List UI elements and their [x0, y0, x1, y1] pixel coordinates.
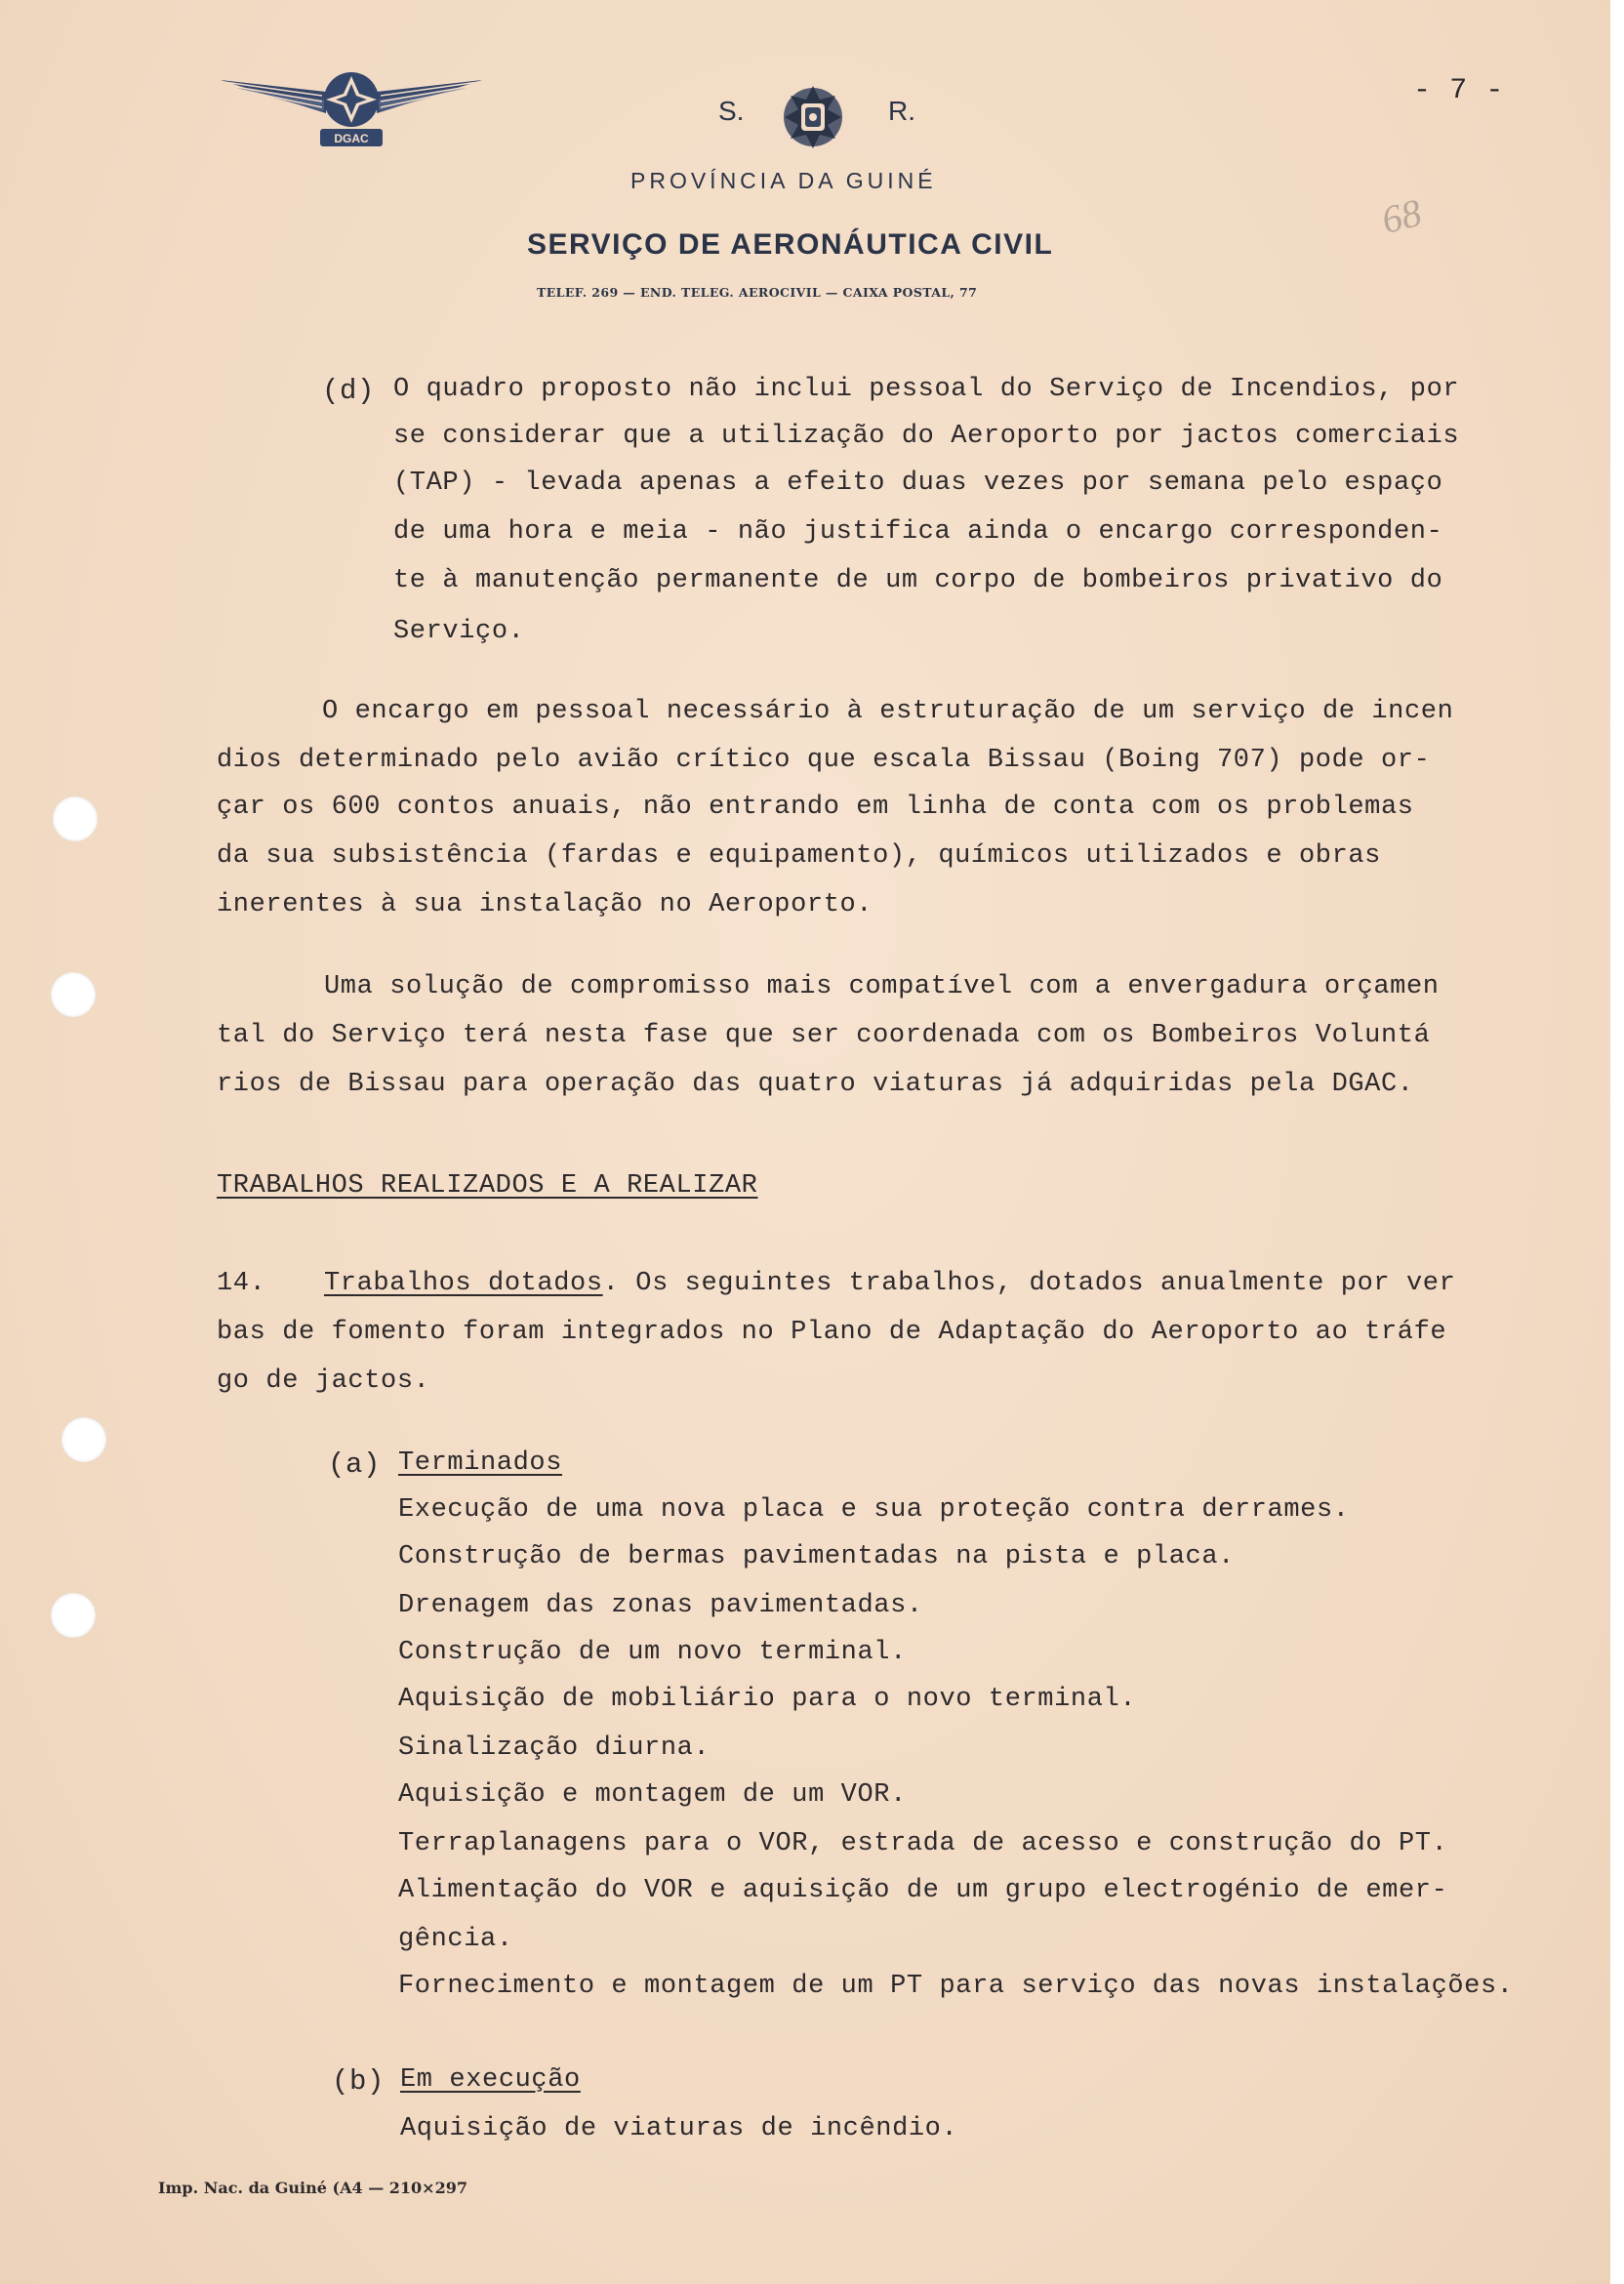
header-letter-r: R. — [888, 96, 915, 126]
punch-hole — [53, 796, 98, 841]
para-d-line: se considerar que a utilização do Aeroporto por jactos comerciais — [393, 422, 1460, 451]
sub-a-item: Construção de um novo terminal. — [398, 1638, 907, 1667]
sub-a-item: Sinalização diurna. — [398, 1733, 710, 1763]
sub-b-item: Aquisição de viaturas de incêndio. — [400, 2114, 958, 2143]
para-encargo-line: inerentes à sua instalação no Aeroporto. — [217, 890, 873, 919]
printer-imprint: Imp. Nac. da Guiné (A4 — 210×297 — [158, 2179, 467, 2197]
para-solucao-line: tal do Serviço terá nesta fase que ser coordenada com os Bombeiros Voluntá — [217, 1021, 1431, 1050]
page-number: - 7 - — [1413, 74, 1505, 107]
para-d-line: de uma hora e meia - não justifica ainda o encargo corresponden- — [393, 517, 1443, 547]
sub-a-list — [398, 1495, 1608, 2022]
item-14-first-line — [324, 1269, 1455, 1298]
sub-b-label: (b) — [332, 2065, 386, 2098]
sub-a-item: Terraplanagens para o VOR, estrada de acesso e construção do PT. — [398, 1829, 1448, 1858]
para-d-line: te à manutenção permanente de um corpo de bombeiros privativo do — [393, 566, 1443, 595]
para-encargo-line: da sua subsistência (fardas e equipamento), químicos utilizados e obras — [217, 841, 1381, 871]
sub-a-item: Aquisição e montagem de um VOR. — [398, 1780, 907, 1810]
contact-line: TELEF. 269 — END. TELEG. AEROCIVIL — CAIXA POSTAL, 77 — [537, 285, 978, 300]
punch-hole — [61, 1417, 106, 1462]
item-14-line: bas de fomento foram integrados no Plano de Adaptação do Aeroporto ao tráfe — [217, 1318, 1447, 1347]
sub-a-item: Construção de bermas pavimentadas na pista e placa. — [398, 1542, 1235, 1571]
item-14-line-rest: . Os seguintes trabalhos, dotados anualmente por ver — [602, 1269, 1456, 1298]
item-14-title: Trabalhos dotados — [324, 1269, 603, 1298]
item-14-line: go de jactos. — [217, 1366, 430, 1396]
section-heading: TRABALHOS REALIZADOS E A REALIZAR — [217, 1171, 758, 1201]
para-d-line: Serviço. — [393, 617, 525, 646]
aviation-wings-emblem — [217, 62, 486, 148]
para-d-line: (TAP) - levada apenas a efeito duas vezes por semana pelo espaço — [393, 469, 1443, 498]
coat-of-arms-icon — [771, 80, 855, 154]
sub-a-item: Alimentação do VOR e aquisição de um grupo electrogénio de emer- — [398, 1876, 1448, 1905]
punch-hole — [51, 972, 96, 1017]
para-d-line: O quadro proposto não inclui pessoal do Serviço de Incendios, por — [393, 375, 1460, 404]
sub-a-item: Aquisição de mobiliário para o novo terminal. — [398, 1685, 1137, 1714]
para-encargo-line: dios determinado pelo avião crítico que escala Bissau (Boing 707) pode or- — [217, 746, 1431, 775]
header-letter-s: S. — [718, 96, 745, 126]
para-solucao — [217, 972, 1603, 1119]
wing-emblem-label: DGAC — [334, 132, 369, 145]
para-encargo-line: çar os 600 contos anuais, não entrando em linha de conta com os problemas — [217, 793, 1414, 822]
sub-b-title: Em execução — [400, 2065, 581, 2095]
sub-a-item: Execução de uma nova placa e sua proteção contra derrames. — [398, 1495, 1350, 1525]
handwritten-folio-number: 68 — [1377, 189, 1426, 243]
para-encargo — [217, 697, 1603, 941]
province-title: PROVÍNCIA DA GUINÉ — [630, 168, 937, 193]
sub-a-item: Fornecimento e montagem de um PT para serviço das novas instalações. — [398, 1972, 1514, 2001]
sub-a-item: gência. — [398, 1925, 513, 1954]
para-d-label: (d) — [322, 375, 376, 407]
para-solucao-line: rios de Bissau para operação das quatro viaturas já adquiridas pela DGAC. — [217, 1070, 1414, 1099]
punch-hole — [51, 1593, 96, 1638]
service-title: SERVIÇO DE AERONÁUTICA CIVIL — [527, 228, 1054, 261]
sub-a-title: Terminados — [398, 1448, 563, 1478]
sub-a-label: (a) — [328, 1448, 382, 1481]
para-d — [393, 375, 1564, 668]
para-encargo-line: O encargo em pessoal necessário à estruturação de um serviço de incen — [322, 697, 1454, 726]
item-14-number: 14. — [217, 1269, 266, 1298]
para-solucao-line: Uma solução de compromisso mais compatível com a envergadura orçamen — [324, 972, 1440, 1001]
sub-a-item: Drenagem das zonas pavimentadas. — [398, 1591, 923, 1620]
